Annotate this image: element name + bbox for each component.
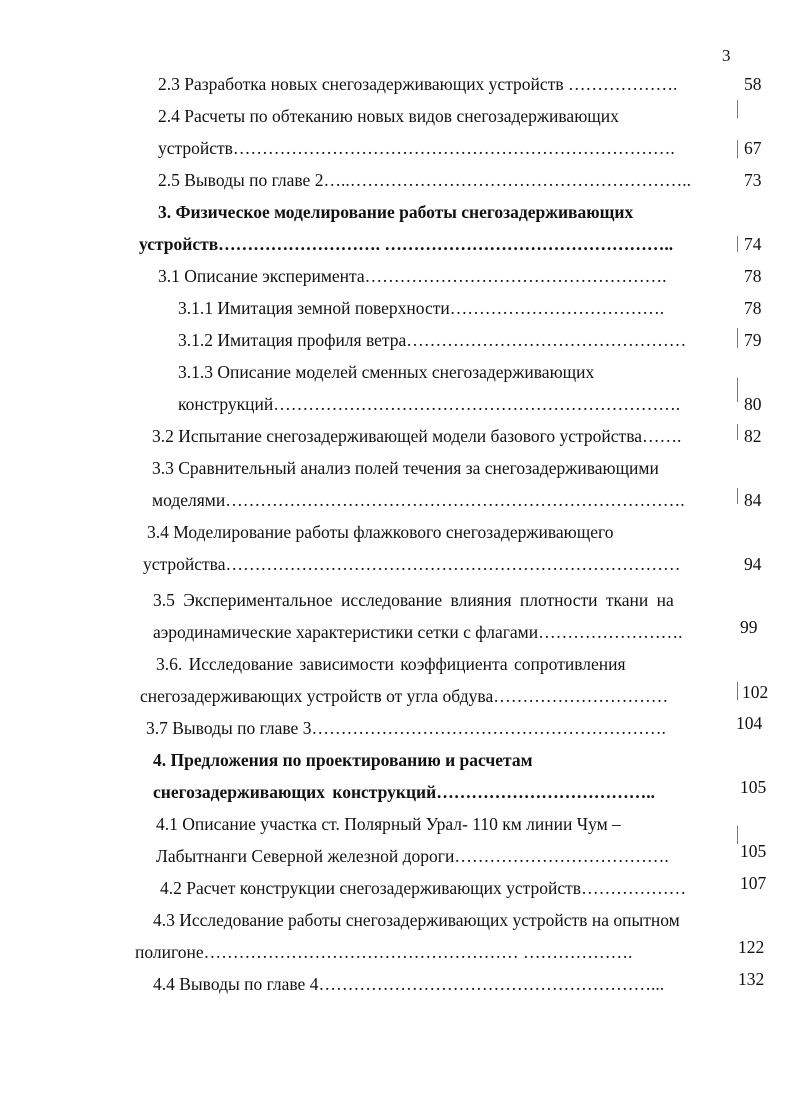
toc-entry-3-7: 3.7 Выводы по главе 3……………………………………………………. [146,718,666,738]
page-number: 3 [722,46,731,65]
toc-entry-2-5: 2.5 Выводы по главе 2…..………………………………………………….. [158,170,691,190]
toc-page-3-1-1: 78 [744,298,762,318]
toc-page-2-3: 58 [744,74,762,94]
toc-entry-2-3: 2.3 Разработка новых снегозадерживающих устройств ………………. [158,74,678,94]
toc-page-3: 74 [744,234,762,254]
toc-entry-3-5: 3.5 Экспериментальное исследование влияния плотности ткани на [153,590,674,610]
toc-entry-4-3-cont: полигоне……………………………………………… ………………. [135,942,633,962]
toc-page-3-6: 102 [742,682,769,702]
toc-entry-4-1: 4.1 Описание участка ст. Полярный Урал- 110 км линии Чум – [156,814,621,834]
toc-page-3-1: 78 [744,266,762,286]
toc-entry-3-1: 3.1 Описание эксперимента……………………………………………. [158,266,667,286]
toc-chapter-4: 4. Предложения по проектированию и расчетам [153,750,533,770]
toc-page-3-4: 94 [744,554,762,574]
toc-entry-3-1-3: 3.1.3 Описание моделей сменных снегозадерживающих [178,362,595,382]
toc-entry-3-1-1: 3.1.1 Имитация земной поверхности………………………………. [178,298,665,318]
toc-entry-3-2: 3.2 Испытание снегозадерживающей модели базового устройства……. [152,426,682,446]
toc-chapter-3: 3. Физическое моделирование работы снегозадерживающих [158,202,634,222]
toc-entry-3-4: 3.4 Моделирование работы флажкового снегозадерживающего [147,522,614,542]
toc-page-4-3: 122 [738,937,765,957]
toc-page-3-2: 82 [744,426,762,446]
toc-entry-3-5-cont: аэродинамические характеристики сетки с флагами……………………. [153,622,683,642]
toc-chapter-4-cont: снегозадерживающих конструкций……………………………….. [153,782,655,802]
scan-artifact-line [737,682,738,700]
toc-page-3-3: 84 [744,490,762,510]
toc-chapter-3-cont: устройств………………………. ………………………………………….. [139,234,674,254]
toc-entry-3-3-cont: моделями……………………………………………………………………. [152,490,685,510]
scan-artifact-line [737,378,738,402]
scan-artifact-line [737,100,738,118]
toc-entry-4-3: 4.3 Исследование работы снегозадерживающих устройств на опытном [153,910,680,930]
toc-entry-3-6-cont: снегозадерживающих устройств от угла обдува………………………… [140,686,669,706]
scan-artifact-line [737,826,738,844]
toc-page-4-4: 132 [738,969,765,989]
toc-entry-2-4: 2.4 Расчеты по обтеканию новых видов снегозадерживающих [158,106,619,126]
scan-artifact-line [737,424,738,440]
scan-artifact-line [737,328,738,348]
toc-entry-2-4-cont: устройств…………………………………………………………………. [158,138,675,158]
toc-entry-4-1-cont: Лабытнанги Северной железной дороги………………………………. [156,846,669,866]
toc-page-3-5: 99 [740,617,758,637]
toc-page-2-4: 67 [744,138,762,158]
toc-page-4-1: 105 [740,841,767,861]
toc-page-3-7: 104 [736,713,763,733]
scan-artifact-line [737,140,738,158]
toc-page-3-1-2: 79 [744,330,762,350]
toc-page-2-5: 73 [744,170,762,190]
toc-entry-3-1-3-cont: конструкций……………………………………………………………. [178,394,681,414]
toc-entry-3-6: 3.6. Исследование зависимости коэффициента сопротивления [156,654,626,674]
toc-entry-3-4-cont: устройства…………………………………………………………………… [143,554,681,574]
toc-page-3-1-3: 80 [744,394,762,414]
scan-artifact-line [737,488,738,504]
toc-entry-3-3: 3.3 Сравнительный анализ полей течения за снегозадерживающими [152,458,659,478]
toc-entry-3-1-2: 3.1.2 Имитация профиля ветра………………………………………… [178,330,687,350]
toc-page-4: 105 [740,777,767,797]
scan-artifact-line [737,236,738,252]
toc-page-4-2: 107 [740,873,767,893]
toc-entry-4-4: 4.4 Выводы по главе 4…………………………………………………... [153,974,665,994]
toc-entry-4-2: 4.2 Расчет конструкции снегозадерживающих устройств……………… [160,878,687,898]
